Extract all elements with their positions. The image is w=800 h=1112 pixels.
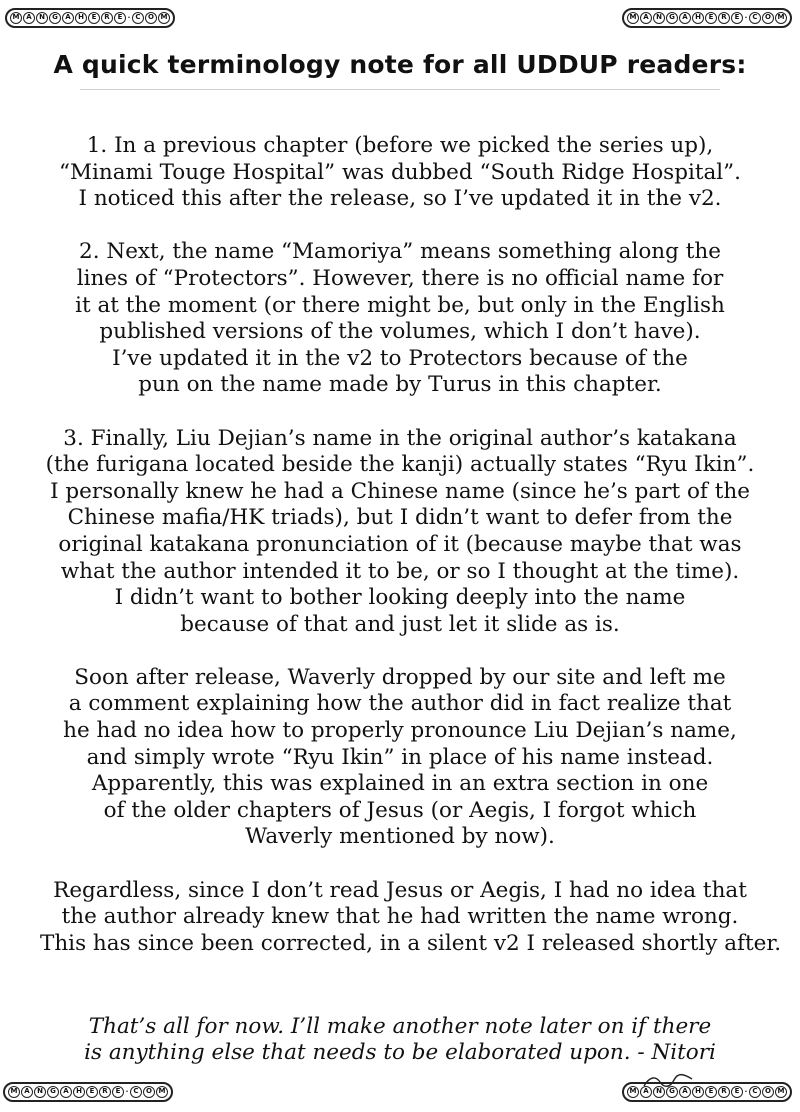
text-line: This has since been corrected, in a silent v2 I released shortly after. — [40, 930, 782, 956]
watermark-letter: M — [10, 12, 22, 24]
watermark-letter: N — [34, 1086, 46, 1098]
watermark-letter: A — [640, 12, 652, 24]
text-line: original katakana pronunciation of it (because maybe that was — [58, 531, 742, 557]
watermark-letter: C — [130, 1086, 142, 1098]
watermark-letter: O — [145, 12, 157, 24]
watermark-letter: M — [156, 1086, 168, 1098]
text-line: I personally knew he had a Chinese name (since he’s part of the — [50, 478, 750, 504]
watermark-letter: M — [158, 12, 170, 24]
text-line: published versions of the volumes, which I don’t have). — [99, 319, 701, 345]
text-line: because of that and just let it slide as is. — [180, 611, 620, 637]
watermark-letter: A — [60, 1086, 72, 1098]
watermark-letter: E — [705, 12, 717, 24]
paragraph-5 — [40, 877, 782, 958]
watermark-letter: R — [718, 1086, 730, 1098]
watermark-letter: . — [125, 1086, 129, 1094]
paragraph-1 — [40, 133, 760, 213]
watermark-letter: R — [99, 1086, 111, 1098]
text-line: Waverly mentioned by now). — [245, 824, 555, 850]
watermark-letter: A — [640, 1086, 652, 1098]
watermark-letter: O — [143, 1086, 155, 1098]
watermark-letter: N — [653, 1086, 665, 1098]
watermark-letter: E — [86, 1086, 98, 1098]
text-line: I’ve updated it in the v2 to Protectors because of the — [112, 345, 688, 371]
title-divider — [80, 89, 720, 90]
note-body — [40, 133, 782, 984]
text-line: Apparently, this was explained in an extra section in one — [91, 771, 709, 797]
text-line: Soon after release, Waverly dropped by our site and left me — [74, 664, 726, 690]
text-line: and simply wrote “Ryu Ikin” in place of his name instead. — [86, 744, 714, 770]
watermark-letter: E — [114, 12, 126, 24]
text-line: 1. In a previous chapter (before we picked the series up), — [86, 133, 714, 158]
closing-line: is anything else that needs to be elaborated upon. - Nitori — [84, 1040, 716, 1065]
text-line: I noticed this after the release, so I’ve updated it in the v2. — [78, 186, 722, 212]
watermark-letter: E — [705, 1086, 717, 1098]
text-line: 3. Finally, Liu Dejian’s name in the original author’s katakana — [63, 425, 737, 451]
watermark-letter: A — [679, 12, 691, 24]
closing-line: That’s all for now. I’ll make another note later on if there — [88, 1014, 712, 1039]
watermark-letter: E — [112, 1086, 124, 1098]
watermark-letter: H — [75, 12, 87, 24]
watermark-letter: G — [666, 1086, 678, 1098]
paragraph-2 — [40, 239, 760, 399]
watermark-letter: H — [73, 1086, 85, 1098]
watermark-letter: H — [692, 12, 704, 24]
watermark-letter: G — [47, 1086, 59, 1098]
watermark-letter: H — [692, 1086, 704, 1098]
watermark-letter: . — [127, 12, 131, 20]
paragraph-4 — [40, 665, 760, 851]
watermark-letter: . — [744, 1086, 748, 1094]
watermark-letter: G — [49, 12, 61, 24]
watermark-letter: C — [749, 12, 761, 24]
watermark-letter: M — [627, 12, 639, 24]
text-line: “Minami Touge Hospital” was dubbed “South Ridge Hospital”. — [58, 159, 741, 185]
text-line: 2. Next, the name “Mamoriya” means something along the — [79, 239, 721, 265]
watermark-letter: M — [627, 1086, 639, 1098]
watermark-letter: C — [132, 12, 144, 24]
watermark-letter: R — [718, 12, 730, 24]
text-line: it at the moment (or there might be, but only in the English — [75, 292, 725, 318]
watermark-letter: . — [744, 12, 748, 20]
text-line: Regardless, since I don’t read Jesus or Aegis, I had no idea that — [53, 877, 747, 903]
watermark-letter: E — [731, 1086, 743, 1098]
watermark-letter: E — [88, 12, 100, 24]
watermark-letter: M — [775, 12, 787, 24]
watermark-logo-top-right — [622, 8, 792, 28]
watermark-letter: N — [653, 12, 665, 24]
page-title: A quick terminology note for all UDDUP readers: — [53, 50, 747, 79]
watermark-letter: O — [762, 1086, 774, 1098]
text-line: pun on the name made by Turus in this chapter. — [138, 372, 662, 398]
watermark-letter: A — [62, 12, 74, 24]
closing-note — [40, 1014, 760, 1066]
watermark-letter: E — [731, 12, 743, 24]
watermark-letter: M — [8, 1086, 20, 1098]
text-line: the author already knew that he had written the name wrong. — [61, 904, 739, 930]
text-line: I didn’t want to bother looking deeply into the name — [114, 585, 686, 611]
scribble-mark — [640, 1070, 700, 1090]
watermark-letter: A — [23, 12, 35, 24]
text-line: of the older chapters of Jesus (or Aegis, I forgot which — [103, 797, 697, 823]
watermark-letter: A — [679, 1086, 691, 1098]
watermark-letter: R — [101, 12, 113, 24]
text-line: lines of “Protectors”. However, there is no official name for — [76, 265, 724, 291]
text-line: (the furigana located beside the kanji) actually states “Ryu Ikin”. — [45, 452, 755, 478]
text-line: Chinese mafia/HK triads), but I didn’t want to defer from the — [67, 505, 733, 531]
watermark-letter: N — [36, 12, 48, 24]
watermark-logo-bottom-left — [3, 1082, 173, 1102]
text-line: a comment explaining how the author did in fact realize that — [68, 691, 732, 717]
watermark-letter: C — [749, 1086, 761, 1098]
text-line: he had no idea how to properly pronounce Liu Dejian’s name, — [63, 718, 737, 744]
watermark-logo-top-left — [5, 8, 175, 28]
watermark-letter: A — [21, 1086, 33, 1098]
watermark-letter: M — [775, 1086, 787, 1098]
watermark-letter: O — [762, 12, 774, 24]
paragraph-3 — [40, 426, 760, 639]
text-line: what the author intended it to be, or so I thought at the time). — [60, 558, 740, 584]
watermark-letter: G — [666, 12, 678, 24]
